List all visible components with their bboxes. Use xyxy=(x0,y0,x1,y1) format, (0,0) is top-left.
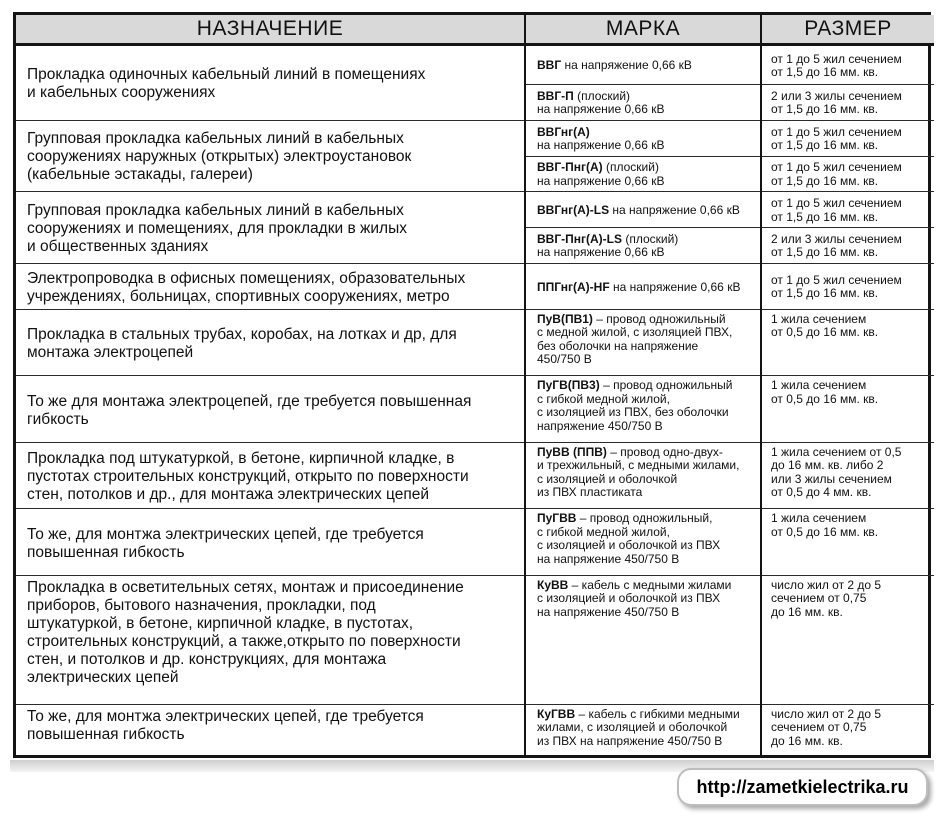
cable-note-line: – кабель с гибкими медными xyxy=(575,706,740,721)
header-brand: МАРКА xyxy=(525,15,761,45)
purpose-cell xyxy=(16,509,525,576)
text-line: от 0,5 до 16 мм. кв. xyxy=(771,524,879,539)
size-cell xyxy=(761,228,934,263)
text-line: штукатуркой, в бетоне, кирпичной кладке, в пустотах, xyxy=(27,614,414,632)
text-line: монтажа электроцепей xyxy=(27,344,194,362)
cable-note-line: с изоляцией и оболочкой из ПВХ xyxy=(537,538,721,553)
text-line: стен, потолков и др., для монтажа электрических цепей xyxy=(27,486,430,504)
text-line: Групповая прокладка кабельных линий в кабельных xyxy=(27,130,404,148)
purpose-cell xyxy=(16,192,525,264)
brand-cell xyxy=(525,120,761,156)
cable-note-line: с изоляцией и оболочкой xyxy=(537,471,678,486)
text-line: до 16 мм. кв. xyxy=(771,733,843,748)
cable-note-line: на напряжение 0,66 кВ xyxy=(561,58,692,73)
text-line: 1 жила сечением xyxy=(771,378,867,393)
brand-cell xyxy=(525,85,761,120)
cable-note-line: (плоский) xyxy=(622,231,679,246)
text-line: число жил от 2 до 5 xyxy=(771,706,882,721)
cable-note-line: из ПВХ пластиката xyxy=(537,485,643,500)
cable-brand: КуВВ xyxy=(537,577,569,592)
text-line: число жил от 2 до 5 xyxy=(771,577,882,592)
cable-note-line: на напряжение 0,66 кВ xyxy=(537,102,665,117)
text-line: электрических цепей xyxy=(27,668,179,686)
cable-note-line: с изоляцией и оболочкой из ПВХ xyxy=(537,591,721,606)
cable-table-sheet xyxy=(13,12,931,758)
text-line: от 1 до 5 жил сечением xyxy=(771,196,902,211)
text-line: от 1 до 5 жил сечением xyxy=(771,124,902,139)
text-line: стен, и потолков и др. конструкциях, для монтажа xyxy=(27,650,387,668)
text-line: сооружениях и помещениях, для прокладки в жилых xyxy=(27,219,407,237)
cable-note-line: с гибкой медной жилой, xyxy=(537,524,670,539)
text-line: сечением от 0,75 xyxy=(771,720,867,735)
brand-cell xyxy=(525,45,761,85)
cable-note-line: – кабель с медными жилами xyxy=(568,577,732,592)
text-line: гибкость xyxy=(27,410,89,428)
purpose-cell xyxy=(16,309,525,376)
cable-note-line: (плоский) xyxy=(573,88,631,103)
cable-note-line: на напряжение 450/750 В xyxy=(537,551,680,566)
brand-cell xyxy=(525,376,761,443)
table-row xyxy=(16,309,934,376)
cable-brand: ПуГВВ xyxy=(537,511,577,526)
text-line: от 1,5 до 16 мм. кв. xyxy=(771,173,879,188)
cable-note-line: на напряжение 0,66 кВ xyxy=(537,138,665,153)
cable-brand: ПуВ(ПВ1) xyxy=(537,311,593,326)
brand-cell xyxy=(525,442,761,509)
text-line: от 1 до 5 жил сечением xyxy=(771,272,902,287)
cable-note-line: с гибкой медной жилой, xyxy=(537,391,670,406)
text-line: 1 жила сечением xyxy=(771,311,867,326)
purpose-cell xyxy=(16,704,525,755)
text-line: 1 жила сечением xyxy=(771,511,867,526)
table-row xyxy=(16,509,934,576)
site-url-badge[interactable]: http://zametkielectrika.ru xyxy=(677,768,928,806)
cable-note-line: – провод одножильный, xyxy=(576,511,713,526)
brand-cell xyxy=(525,263,761,309)
cable-note-line: из ПВХ на напряжение 450/750 В xyxy=(537,733,723,748)
cable-note-line: на напряжение 0,66 кВ xyxy=(537,245,665,260)
text-line: от 1,5 до 16 мм. кв. xyxy=(771,102,879,117)
table-row xyxy=(16,263,934,309)
cable-note-line: на напряжение 0,66 кВ xyxy=(537,173,665,188)
brand-cell xyxy=(525,309,761,376)
text-line: Прокладка в осветительных сетях, монтаж и присоединение xyxy=(27,578,464,596)
text-line: Прокладка в стальных трубах, коробах, на лотках и др, для xyxy=(27,326,457,344)
brand-cell xyxy=(525,192,761,228)
text-line: до 16 мм. кв. xyxy=(771,604,843,619)
cable-brand: ПуГВ(ПВ3) xyxy=(537,378,600,393)
size-cell xyxy=(761,309,934,376)
purpose-cell xyxy=(16,442,525,509)
text-line: учреждениях, больницах, спортивных сооружениях, метро xyxy=(27,287,450,305)
text-line: Групповая прокладка кабельных линий в кабельных xyxy=(27,201,404,219)
text-line: сооружениях наружных (открытых) электроустановок xyxy=(27,148,412,166)
cable-note-line: 450/750 В xyxy=(537,352,592,367)
size-cell xyxy=(761,704,934,755)
text-line: сечением от 0,75 xyxy=(771,591,867,606)
cable-brand: ППГнг(А)-HF xyxy=(537,279,610,294)
purpose-cell xyxy=(16,575,525,704)
size-cell xyxy=(761,509,934,576)
cable-brand: ВВГ-Пнг(А) xyxy=(537,160,603,175)
cable-note-line: на напряжение 0,66 кВ xyxy=(609,202,740,217)
header-size: РАЗМЕР xyxy=(761,15,934,45)
cable-table xyxy=(16,15,934,755)
size-cell xyxy=(761,45,934,85)
text-line: Электропроводка в офисных помещениях, образовательных xyxy=(27,269,466,287)
size-cell xyxy=(761,192,934,228)
text-line: Прокладка под штукатуркой, в бетоне, кирпичной кладке, в xyxy=(27,450,455,468)
cable-note-line: на напряжение 0,66 кВ xyxy=(609,279,741,294)
text-line: или 3 жилы сечением xyxy=(771,471,892,486)
cable-note-line: – провод одножильный xyxy=(592,311,726,326)
table-row xyxy=(16,192,934,228)
cable-brand: ПуВВ (ППВ) xyxy=(537,444,607,459)
text-line: и общественных зданиях xyxy=(27,237,209,255)
cable-brand: ВВГ-Пнг(А)-LS xyxy=(537,231,622,246)
text-line: от 1 до 5 жил сечением xyxy=(771,160,902,175)
cable-note-line: (плоский) xyxy=(602,160,659,175)
purpose-cell xyxy=(16,376,525,443)
table-row xyxy=(16,120,934,156)
text-line: То же, для монтжа электрических цепей, где требуется xyxy=(27,525,424,543)
text-line: от 1,5 до 16 мм. кв. xyxy=(771,286,879,301)
text-line: приборов, бытового назначения, прокладки, под xyxy=(27,596,376,614)
text-line: (кабельные эстакады, галереи) xyxy=(27,166,253,184)
size-cell xyxy=(761,156,934,191)
size-cell xyxy=(761,442,934,509)
text-line: и кабельных сооружениях xyxy=(27,84,216,102)
table-row xyxy=(16,442,934,509)
cable-note-line: с медной жилой, с изоляцией ПВХ, xyxy=(537,325,733,340)
cable-note-line: жилами, с изоляцией и оболочкой xyxy=(537,720,728,735)
text-line: 1 жила сечением от 0,5 xyxy=(771,444,902,459)
brand-cell xyxy=(525,704,761,755)
text-line: от 0,5 до 16 мм. кв. xyxy=(771,391,879,406)
text-line: от 0,5 до 4 мм. кв. xyxy=(771,485,872,500)
text-line: повышенная гибкость xyxy=(27,543,185,561)
cable-note-line: и трехжильный, с медными жилами, xyxy=(537,458,740,473)
size-cell xyxy=(761,263,934,309)
table-row xyxy=(16,376,934,443)
brand-cell xyxy=(525,575,761,704)
text-line: от 1,5 до 16 мм. кв. xyxy=(771,209,879,224)
text-line: от 1,5 до 16 мм. кв. xyxy=(771,65,879,80)
text-line: строительных конструкций, а также,открыто по поверхности xyxy=(27,632,461,650)
size-cell xyxy=(761,376,934,443)
cable-brand: ВВГнг(А)-LS xyxy=(537,202,610,217)
cable-note-line: без оболочки на напряжение xyxy=(537,338,699,353)
cable-brand: ВВГ-П xyxy=(537,88,574,103)
text-line: от 1,5 до 16 мм. кв. xyxy=(771,138,879,153)
size-cell xyxy=(761,120,934,156)
cable-note-line: – провод одножильный xyxy=(599,378,733,393)
cable-note-line: – провод одно-двух- xyxy=(606,444,723,459)
size-cell xyxy=(761,575,934,704)
purpose-cell xyxy=(16,120,525,192)
text-line: от 1,5 до 16 мм. кв. xyxy=(771,245,879,260)
table-row xyxy=(16,45,934,85)
cable-note-line: с изоляцией из ПВХ, без оболочки xyxy=(537,405,729,420)
cable-brand: КуГВВ xyxy=(537,706,576,721)
text-line: 2 или 3 жилы сечением xyxy=(771,88,902,103)
table-row xyxy=(16,575,934,704)
text-line: То же, для монтжа электрических цепей, где требуется xyxy=(27,707,424,725)
cable-note-line: на напряжение 450/750 В xyxy=(537,604,680,619)
purpose-cell xyxy=(16,45,525,121)
text-line: до 16 мм. кв. либо 2 xyxy=(771,458,884,473)
cable-brand: ВВГ xyxy=(537,58,562,73)
brand-cell xyxy=(525,156,761,191)
table-body xyxy=(16,45,934,756)
text-line: от 1 до 5 жил сечением xyxy=(771,51,902,66)
cable-brand: ВВГнг(А) xyxy=(537,124,590,139)
text-line: То же для монтажа электроцепей, где требуется повышенная xyxy=(27,392,472,410)
header-purpose: НАЗНАЧЕНИЕ xyxy=(16,15,525,45)
size-cell xyxy=(761,85,934,120)
text-line: 2 или 3 жилы сечением xyxy=(771,231,902,246)
text-line: Прокладка одиночных кабельный линий в помещениях xyxy=(27,66,426,84)
purpose-cell xyxy=(16,263,525,309)
table-row xyxy=(16,704,934,755)
brand-cell xyxy=(525,228,761,263)
text-line: пустотах строительных конструкций, открыто по поверхности xyxy=(27,468,469,486)
cable-note-line: напряжение 450/750 В xyxy=(537,418,663,433)
text-line: повышенная гибкость xyxy=(27,725,185,743)
brand-cell xyxy=(525,509,761,576)
text-line: от 0,5 до 16 мм. кв. xyxy=(771,325,879,340)
header-row xyxy=(16,15,934,45)
